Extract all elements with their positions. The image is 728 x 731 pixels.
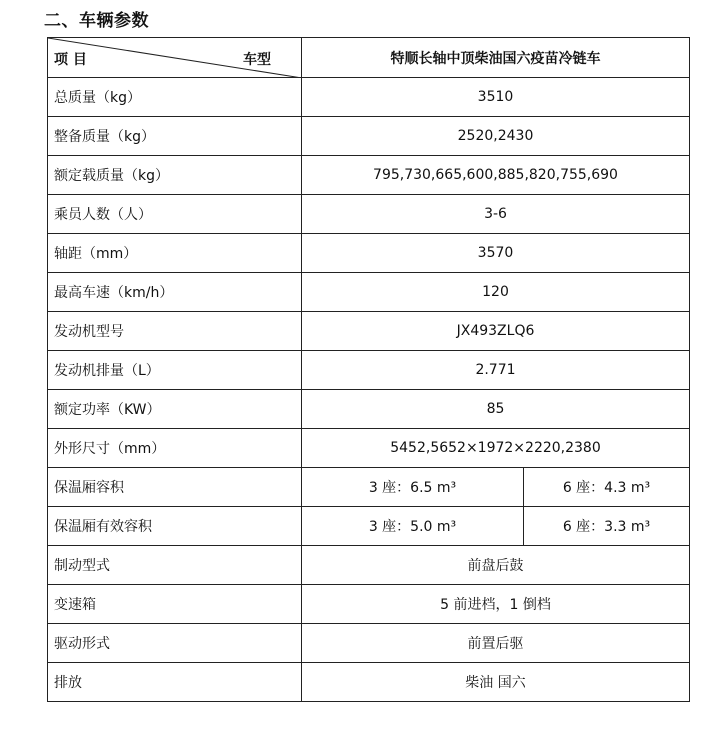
table-header-row — [48, 38, 690, 78]
table-row — [48, 156, 690, 195]
table-row — [48, 273, 690, 312]
row-label: 额定载质量（kg） — [48, 156, 302, 195]
table-row — [48, 624, 690, 663]
table-row — [48, 663, 690, 702]
row-value: JX493ZLQ6 — [302, 312, 690, 351]
table-row — [48, 78, 690, 117]
row-label: 外形尺寸（mm） — [48, 429, 302, 468]
row-label: 制动型式 — [48, 546, 302, 585]
row-value: 5452,5652×1972×2220,2380 — [302, 429, 690, 468]
vehicle-params-table — [47, 37, 690, 702]
table-row — [48, 390, 690, 429]
row-value: 3-6 — [302, 195, 690, 234]
table-row — [48, 312, 690, 351]
row-value: 85 — [302, 390, 690, 429]
row-value: 前置后驱 — [302, 624, 690, 663]
table-row — [48, 195, 690, 234]
row-label: 变速箱 — [48, 585, 302, 624]
row-value: 795,730,665,600,885,820,755,690 — [302, 156, 690, 195]
table-row — [48, 546, 690, 585]
row-label: 整备质量（kg） — [48, 117, 302, 156]
row-value: 5 前进档，1 倒档 — [302, 585, 690, 624]
table-row — [48, 429, 690, 468]
row-value: 柴油 国六 — [302, 663, 690, 702]
row-label: 乘员人数（人） — [48, 195, 302, 234]
row-label: 保温厢容积 — [48, 468, 302, 507]
row-label: 发动机型号 — [48, 312, 302, 351]
header-diagonal-cell — [48, 38, 302, 78]
row-value: 2520,2430 — [302, 117, 690, 156]
table-row — [48, 117, 690, 156]
table-row — [48, 468, 690, 507]
row-label: 驱动形式 — [48, 624, 302, 663]
header-model-name: 特顺长轴中顶柴油国六疫苗冷链车 — [302, 38, 690, 78]
table-row — [48, 585, 690, 624]
table-row — [48, 351, 690, 390]
header-model-label: 车型 — [243, 52, 271, 68]
section-title: 二、车辆参数 — [44, 11, 149, 31]
row-value-6-seat: 6 座：4.3 m³ — [524, 468, 690, 507]
row-label: 额定功率（KW） — [48, 390, 302, 429]
row-value: 3570 — [302, 234, 690, 273]
row-value: 2.771 — [302, 351, 690, 390]
header-item-label: 项 目 — [54, 52, 87, 68]
row-value: 3510 — [302, 78, 690, 117]
row-label: 保温厢有效容积 — [48, 507, 302, 546]
table-row — [48, 234, 690, 273]
row-label: 排放 — [48, 663, 302, 702]
row-value-3-seat: 3 座：6.5 m³ — [302, 468, 524, 507]
row-label: 总质量（kg） — [48, 78, 302, 117]
row-label: 轴距（mm） — [48, 234, 302, 273]
row-value-6-seat: 6 座：3.3 m³ — [524, 507, 690, 546]
row-value-3-seat: 3 座：5.0 m³ — [302, 507, 524, 546]
row-value: 120 — [302, 273, 690, 312]
row-label: 发动机排量（L） — [48, 351, 302, 390]
row-value: 前盘后鼓 — [302, 546, 690, 585]
row-label: 最高车速（km/h） — [48, 273, 302, 312]
table-row — [48, 507, 690, 546]
